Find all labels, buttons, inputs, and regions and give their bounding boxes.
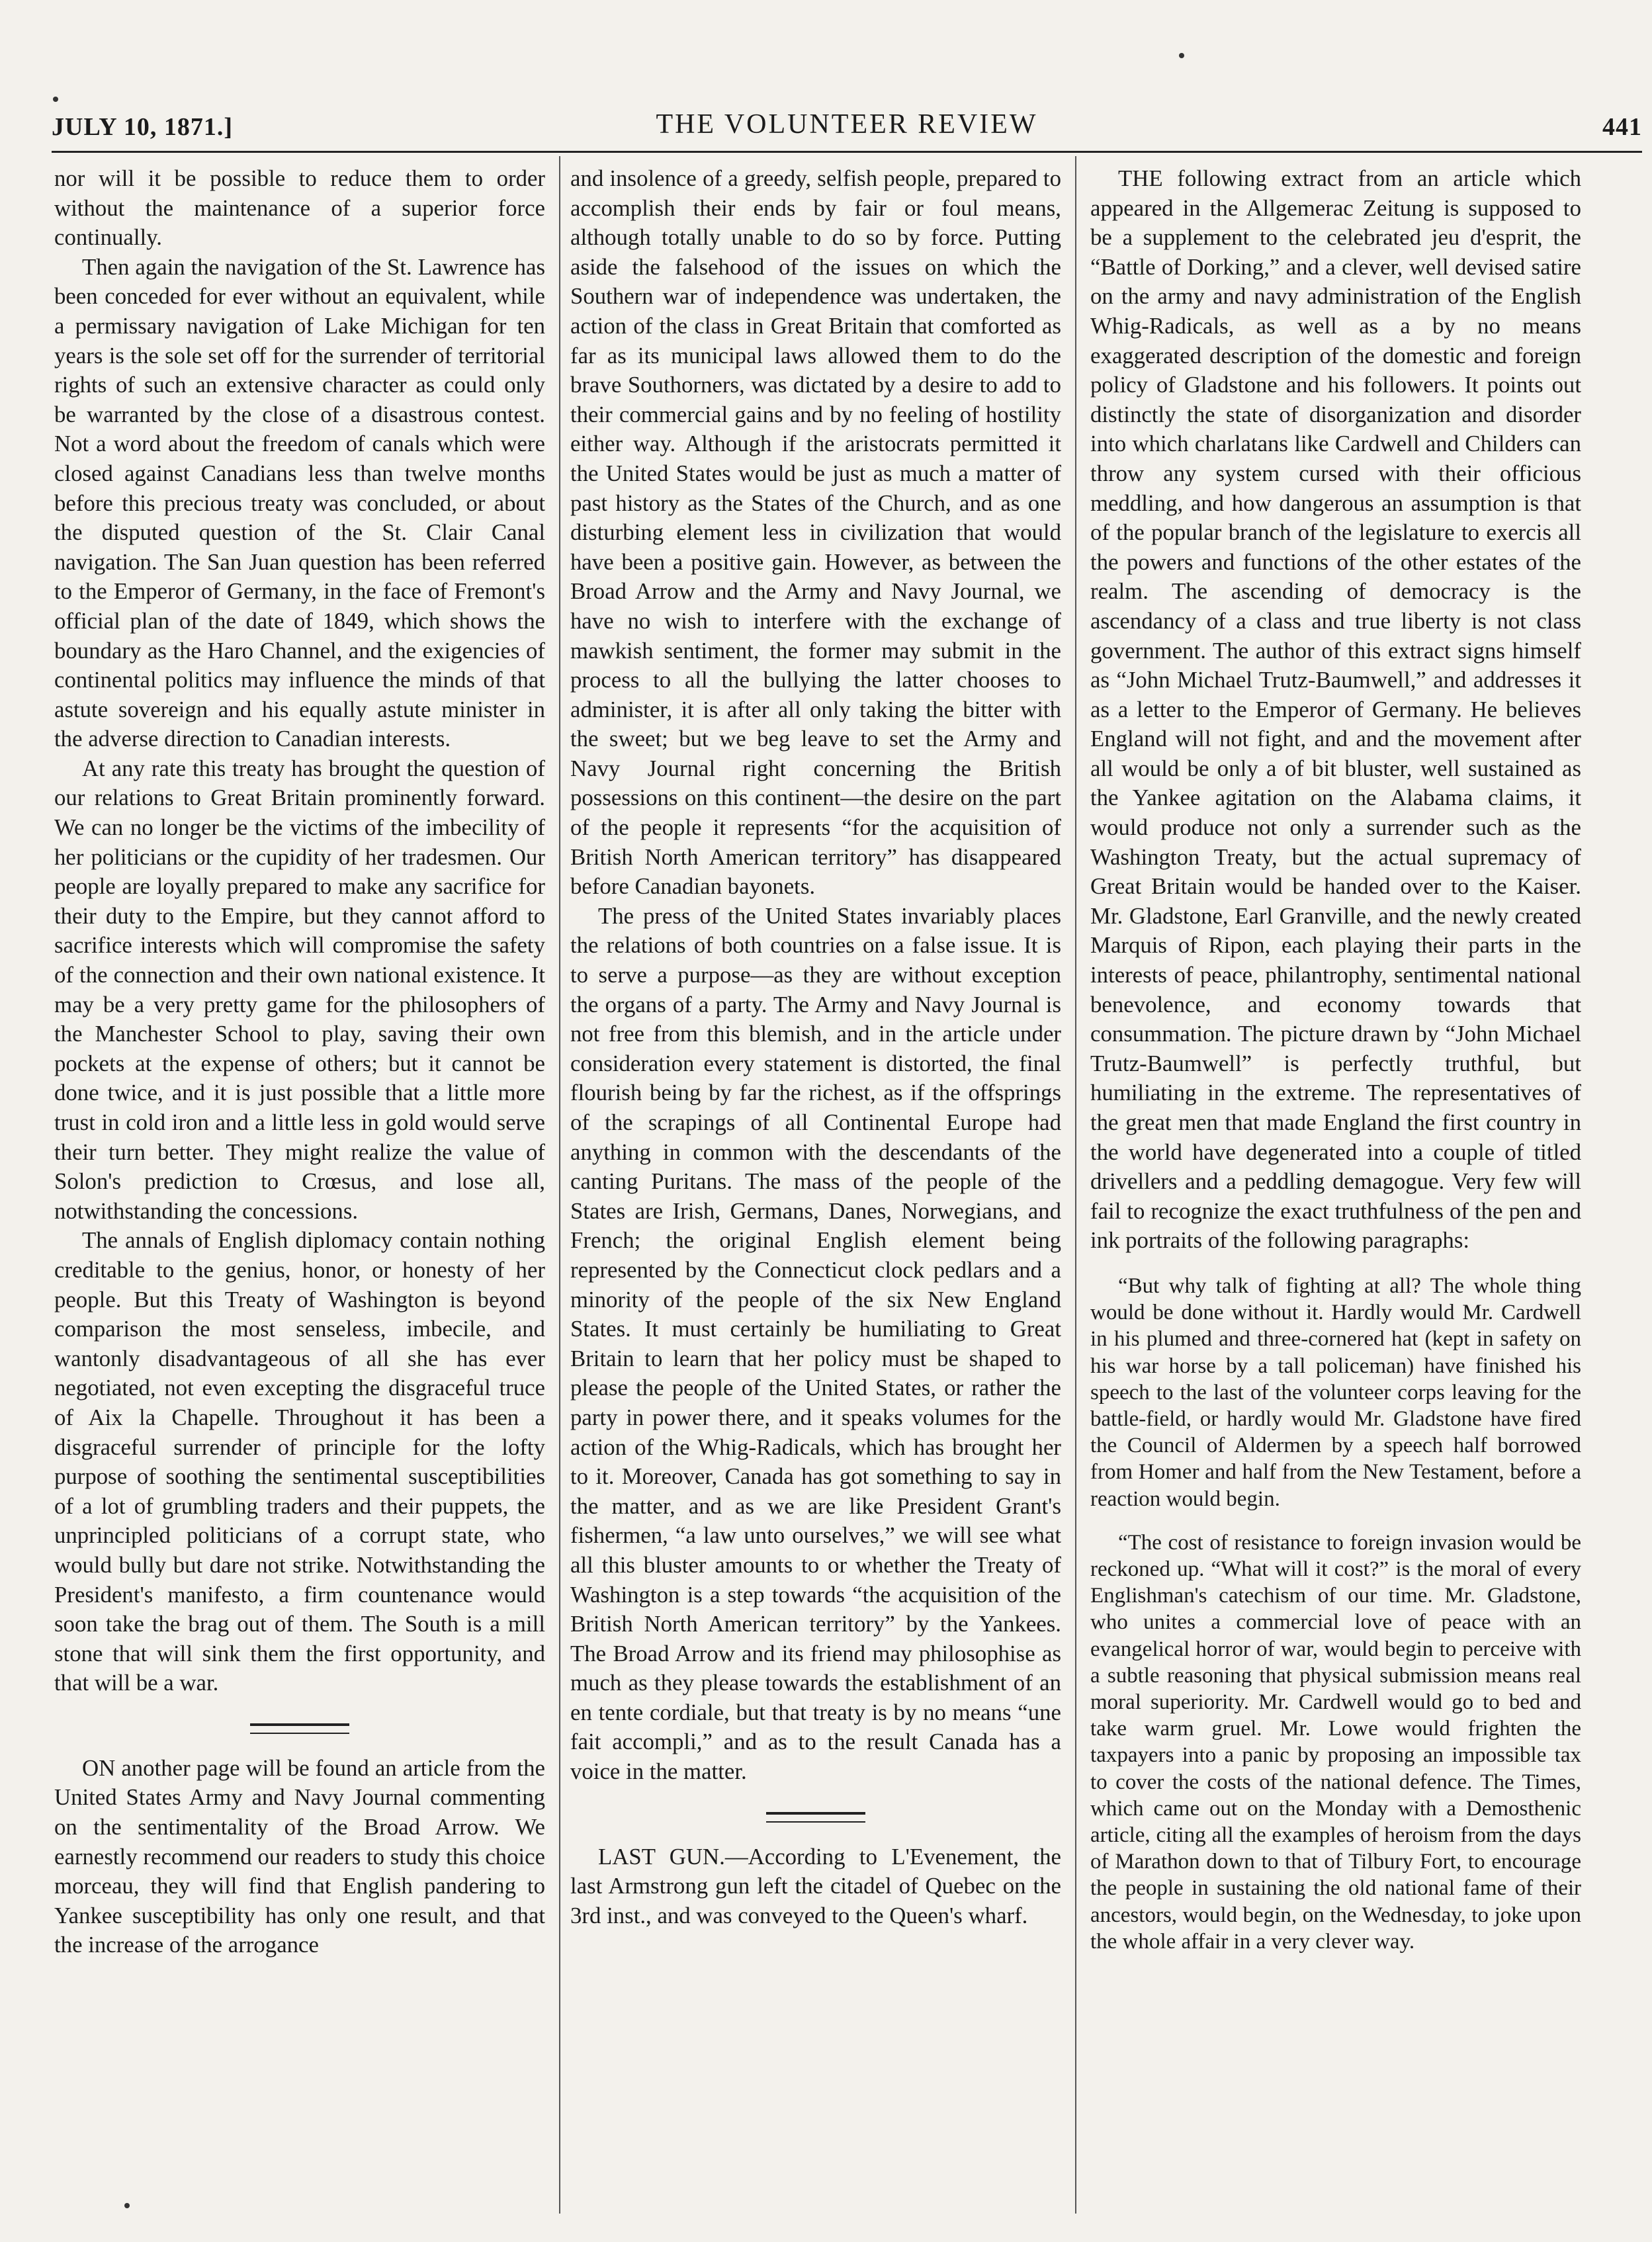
paragraph: nor will it be possible to reduce them to order without the maintenance of a superior force continually. bbox=[54, 165, 545, 251]
column-divider bbox=[1075, 156, 1076, 2214]
quoted-paragraph: “The cost of resistance to foreign invasion would be reckoned up. “What will it cost?” is the moral of every Englishman's catechism of our time. Mr. Gladstone, who unites a commercial love of peace with an evangelical horror of war, would begin to perceive with a subtle reasoning that physical submission means real moral superiority. Mr. Cardwell would go to bed and take warm gruel. Mr. Lowe would frighten the taxpayers into a panic by proposing an impossible tax to cover the costs of the national defence. The Times, which came out on the Monday with a Demosthenic article, citing all the examples of heroism from the days of Marathon down to that of Tilbury Fort, to encourage the people in sustaining the old national fame of their ancestors, would begin, on the Wednesday, to joke upon the whole affair in a very clever way. bbox=[1090, 1530, 1581, 1954]
paragraph: At any rate this treaty has brought the question of our relations to Great Britain prominently forward. We can no longer be the victims of the imbecility of her politicians or the cupidity of her tradesmen. Our people are loyally prepared to make any sacrifice for their duty to the Empire, but they cannot afford to sacrifice interests which will compromise the safety of the connection and their own national existence. It may be a very pretty game for the philosophers of the Manchester School to play, saving their own pockets at the expense of others; but it cannot be done twice, and it is just possible that a little more trust in cold iron and a little less in gold would serve their turn better. They might realize the value of Solon's prediction to Crœsus, and lose all, notwithstanding the concessions. bbox=[54, 755, 545, 1224]
paragraph: Then again the navigation of the St. Lawrence has been conceded for ever without an equivalent, while a permissary navigation of Lake Michigan for ten years is the sole set off for the surrender of territorial rights of such an extensive character as could only be warranted by the close of a disastrous contest. Not a word about the freedom of canals which were closed against Canadians less than twelve months before this precious treaty was concluded, or about the disputed question of the St. Clair Canal navigation. The San Juan question has been referred to the Emperor of Germany, in the face of Fremont's official plan of the date of 1849, which shows the boundary as the Haro Channel, and the exigencies of continental politics may influence the minds of that astute sovereign and his equally astute minister in the adverse direction to Canadian interests. bbox=[54, 253, 545, 752]
column-left bbox=[54, 164, 545, 2188]
page-header bbox=[52, 106, 1642, 150]
header-rule bbox=[52, 151, 1642, 153]
print-speck bbox=[1179, 53, 1184, 58]
paragraph: and insolence of a greedy, selfish people, prepared to accomplish their ends by fair or foul means, although totally unable to do so by force. Putting aside the falsehood of the issues on which the Southern war of independence was undertaken, the action of the class in Great Britain that comforted as far as its municipal laws allowed them to do the brave Southorners, was dictated by a desire to add to their commercial gains and by no feeling of hostility either way. Although if the aristocrats permitted it the United States would be just as much a matter of past history as the States of the Church, and as one disturbing element less in civilization that would have been a positive gain. However, as between the Broad Arrow and the Army and Navy Journal, we have no wish to interfere with the exchange of mawkish sentiment, the former may submit in the process to all the bullying the latter chooses to administer, it is after all only taking the bitter with the sweet; but we beg leave to set the Army and Navy Journal right concerning the British possessions on this continent—the desire on the part of the people it represents “for the acquisition of British North American territory” has disappeared before Canadian bayonets. bbox=[570, 165, 1061, 900]
print-speck bbox=[124, 2203, 130, 2208]
print-speck bbox=[53, 97, 58, 102]
section-cut-rule bbox=[250, 1723, 349, 1734]
column-right bbox=[1090, 164, 1581, 2188]
paragraph: LAST GUN.—According to L'Evenement, the last Armstrong gun left the citadel of Quebec on the 3rd inst., and was conveyed to the Queen's wharf. bbox=[570, 1843, 1061, 1928]
quoted-paragraph: “But why talk of fighting at all? The whole thing would be done without it. Hardly would Mr. Cardwell in his plumed and three-cornered hat (kept in safety on his war horse by a tall policeman) have finished his speech to the last of the volunteer corps leaving for the battle-field, or hardly would Mr. Gladstone have fired the Council of Aldermen by a speech half borrowed from Homer and half from the New Testament, before a reaction would begin. bbox=[1090, 1273, 1581, 1511]
publication-title: THE VOLUNTEER REVIEW bbox=[656, 109, 1038, 140]
paragraph: The annals of English diplomacy contain nothing creditable to the genius, honor, or honesty of her people. But this Treaty of Washington is beyond comparison the most senseless, imbecile, and wantonly disadvantageous of all she has ever negotiated, not even excepting the disgraceful truce of Aix la Chapelle. Throughout it has been a disgraceful surrender of principle for the lofty purpose of soothing the sentimental susceptibilities of a lot of grumbling traders and their puppets, the unprincipled politicians of a corrupt state, who would bully but dare not strike. Notwithstanding the President's manifesto, a firm countenance would soon take the brag out of them. The South is a mill stone that will sink them the first opportunity, and that will be a war. bbox=[54, 1227, 545, 1696]
paragraph: ON another page will be found an article from the United States Army and Navy Journal commenting on the sentimentality of the Broad Arrow. We earnestly recommend our readers to study this choice morceau, they will find that English pandering to Yankee susceptibility has only one result, and that the increase of the arrogance bbox=[54, 1754, 545, 1958]
section-cut-rule bbox=[766, 1812, 865, 1823]
column-middle bbox=[570, 164, 1061, 2188]
column-divider bbox=[559, 156, 560, 2214]
paragraph: THE following extract from an article which appeared in the Allgemerac Zeitung is supposed to be a supplement to the celebrated jeu d'esprit, the “Battle of Dorking,” and a clever, well devised satire on the army and navy administration of the English Whig-Radicals, as well as a by no means exaggerated description of the domestic and foreign policy of Gladstone and his followers. It points out distinctly the state of disorganization and disorder into which charlatans like Cardwell and Childers can throw any system cursed with their officious meddling, and how dangerous an assumption is that of the popular branch of the legislature to exercis all the powers and functions of the other estates of the realm. The ascending of democracy is the ascendancy of a class and true liberty is not class government. The author of this extract signs himself as “John Michael Trutz-Baumwell,” and addresses it as a letter to the Emperor of Germany. He believes England will not fight, and and the movement after all would be only a of bit bluster, well sustained as the Yankee agitation on the Alabama claims, it would produce not only a surrender such as the Washington Treaty, but the actual supremacy of Great Britain would be handed over to the Kaiser. Mr. Gladstone, Earl Granville, and the newly created Marquis of Ripon, each playing their parts in the interests of peace, philantrophy, sentimental national benevolence, and economy towards that consummation. The picture drawn by “John Michael Trutz-Baumwell” is perfectly truthful, but humiliating in the extreme. The representatives of the great men that made England the first country in the world have degenerated into a couple of titled drivellers and a peddling demagogue. Very few will fail to recognize the exact truthfulness of the pen and ink portraits of the following paragraphs: bbox=[1090, 165, 1581, 1254]
page-number: 441 bbox=[1602, 113, 1642, 141]
paragraph: The press of the United States invariably places the relations of both countries on a false issue. It is to serve a purpose—as they are without exception the organs of a party. The Army and Navy Journal is not free from this blemish, and in the article under consideration every statement is distorted, the final flourish being by far the richest, as if the offsprings of the scrapings of all Continental Europe had anything in common with the descendants of the canting Puritans. The mass of the people of the States are Irish, Germans, Danes, Norwegians, and French; the original English element being represented by the Connecticut clock pedlars and a minority of the people of the six New England States. It must certainly be humiliating to Great Britain to learn that her policy must be shaped to please the people of the United States, or rather the party in power there, and it speaks volumes for the action of the Whig-Radicals, which has brought her to it. Moreover, Canada has got something to say in the matter, and as we are like President Grant's fishermen, “a law unto ourselves,” we will see what all this bluster amounts to or whether the Treaty of Washington is a step towards “the acquisition of the British North American territory” by the Yankees. The Broad Arrow and its friend may philosophise as much as they please towards the establishment of an en tente cordiale, but that treaty is by no means “une fait accompli,” and as to the result Canada has a voice in the matter. bbox=[570, 902, 1061, 1785]
issue-date: JULY 10, 1871.] bbox=[52, 113, 233, 141]
